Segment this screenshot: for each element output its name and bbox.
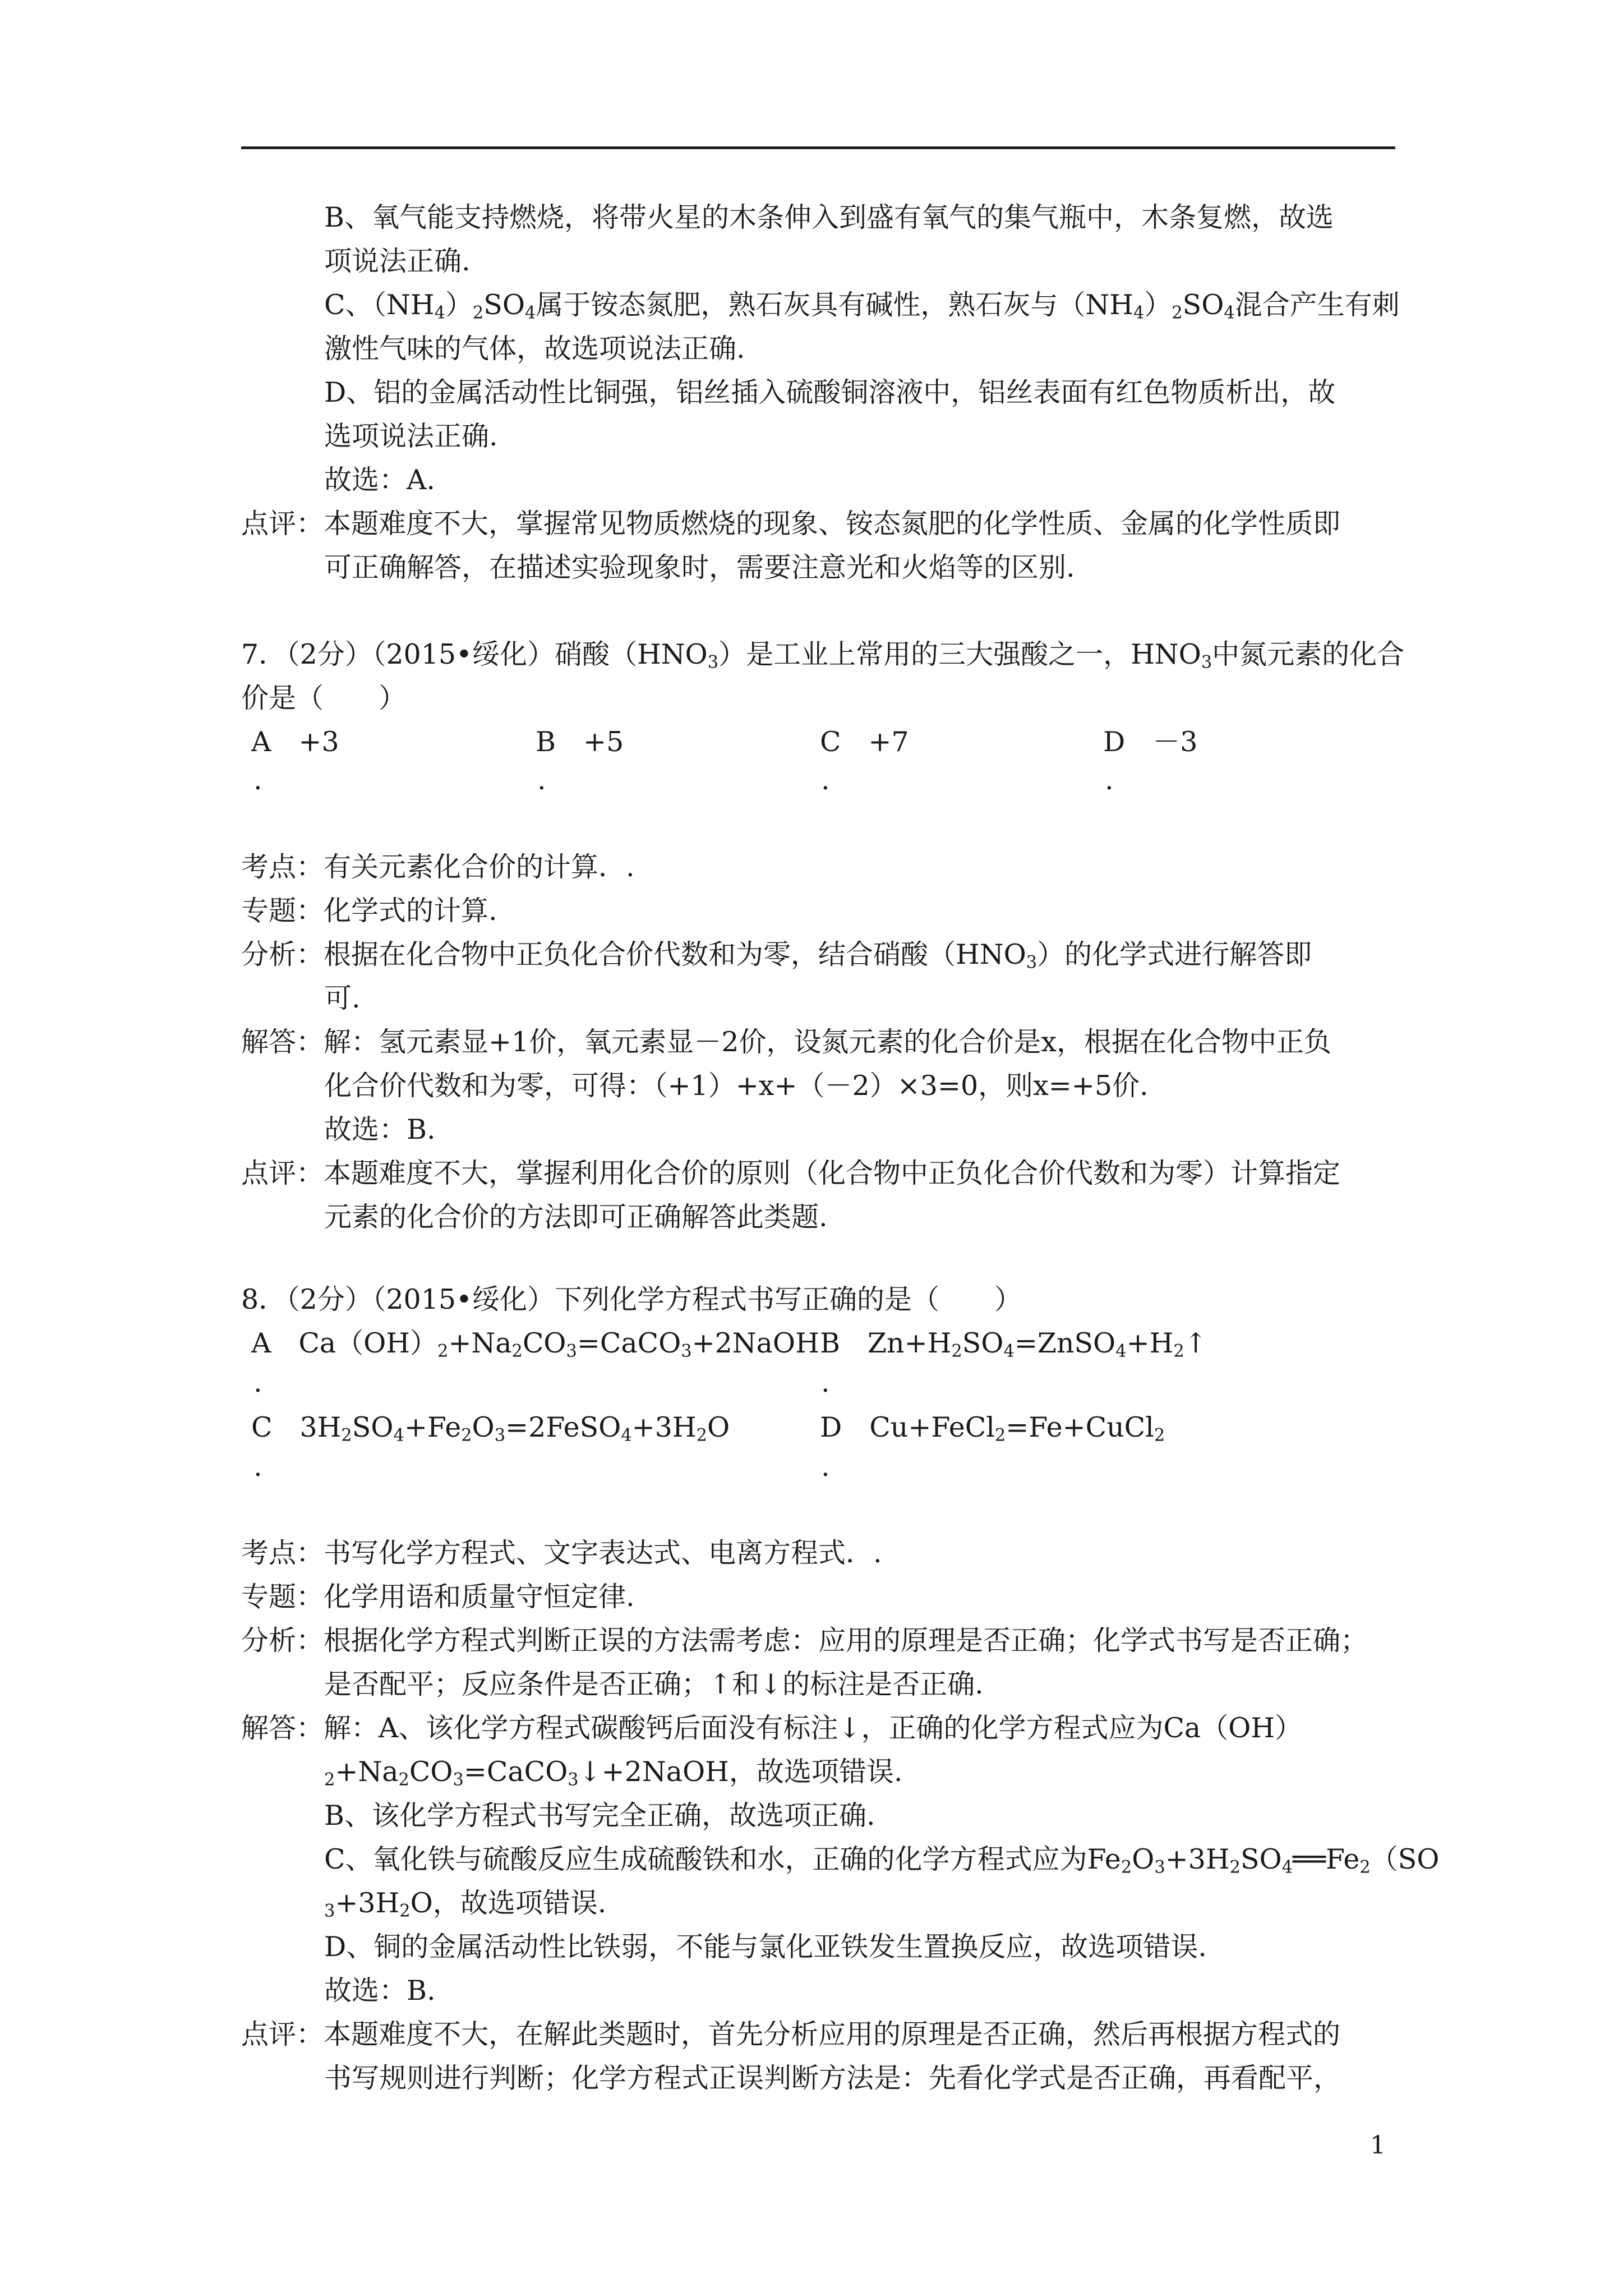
text-line: 点评：本题难度不大，掌握利用化合价的原则（化合物中正负化合价代数和为零）计算指定 [241,1157,1341,1189]
option-dot: . [821,1366,830,1398]
text-line: 解答：解：氢元素显+1价，氧元素显－2价，设氮元素的化合价是x，根据在化合物中正负 [241,1026,1332,1058]
text-line: $_2+Na_2CO_3=CaCO_3↓+2NaOH$，故选项错误. [324,1756,903,1790]
text-line: 书写规则进行判断；化学方程式正误判断方法是：先看化学式是否正确，再看配平， [324,2062,1341,2094]
text-line: 选项说法正确. [324,420,498,452]
option-c: C +7 [820,726,909,758]
option-dot: . [537,764,546,796]
text-line: 专题：化学用语和质量守恒定律. [241,1581,635,1613]
page-number: 1 [1370,2131,1386,2160]
text-line: 项说法正确. [324,245,471,277]
option-dot: . [253,764,262,796]
text-line: 激性气味的气体，故选项说法正确. [324,333,745,365]
option-dot: . [821,764,830,796]
option-dot: . [1105,764,1114,796]
text-line: B、氧气能支持燃烧，将带火星的木条伸入到盛有氧气的集气瓶中，木条复燃，故选 [324,201,1334,233]
option-dot: . [821,1451,830,1483]
text-line: 专题：化学式的计算. [241,895,497,927]
text-line: $_3+3H_2O$，故选项错误. [324,1887,607,1921]
text-line: 可. [324,982,361,1014]
text-line: C、氧化铁与硫酸反应生成硫酸铁和水，正确的化学方程式应为$Fe_2O_3+3H_2SO_4══Fe_2(SO$ [324,1843,1440,1878]
text-line: 故选：B. [324,1114,436,1145]
option-b: B +5 [536,726,624,758]
text-line: 可正确解答，在描述实验现象时，需要注意光和火焰等的区别. [324,551,1075,583]
option-dot: . [253,1366,262,1398]
text-line: 解答：解：A、该化学方程式碳酸钙后面没有标注↓，正确的化学方程式应为Ca（OH） [241,1712,1303,1744]
text-line: B、该化学方程式书写完全正确，故选项正确. [324,1800,875,1832]
option-d: D －3 [1103,726,1198,758]
option-c: C $3H_2SO_4+Fe_2O_3=2FeSO_4+3H_2O$ [251,1411,730,1446]
option-dot: . [253,1451,262,1483]
text-line: 是否配平；反应条件是否正确；↑和↓的标注是否正确. [324,1668,984,1700]
option-d: D Cu+FeCl$_2$=Fe+CuCl$_2$ [820,1411,1165,1446]
text-line: 分析：根据在化合物中正负化合价代数和为零，结合硝酸$(HNO_3)$的化学式进行解答即 [241,938,1312,973]
question-8-stem: 8．（2分）（2015•绥化）下列化学方程式书写正确的是（ ） [241,1283,1022,1315]
question-7-stem: 价是（ ） [241,682,407,714]
option-a: A +3 [251,726,339,758]
text-line: D、铝的金属活动性比铜强，铝丝插入硫酸铜溶液中，铝丝表面有红色物质析出，故 [324,376,1336,408]
text-line: 化合价代数和为零，可得：（+1）+x+（－2）×3=0，则x=+5价. [324,1070,1149,1102]
text-line: C、$(NH_4)_2SO_4$属于铵态氮肥，熟石灰具有碱性，熟石灰与$(NH_4)_2SO_4$混合产生有刺 [324,289,1400,323]
option-a: A $Ca(OH)_2+Na_2CO_3=CaCO_3+2NaOH$ [251,1327,819,1361]
option-b: B $Zn+H_2SO_4=ZnSO_4+H_2↑$ [820,1327,1207,1361]
text-line: 考点：有关元素化合价的计算．. [241,851,635,883]
text-line: 分析：根据化学方程式判断正误的方法需考虑：应用的原理是否正确；化学式书写是否正确； [241,1625,1368,1657]
text-line: 故选：A. [324,464,435,496]
text-line: 点评：本题难度不大，掌握常见物质燃烧的现象、铵态氮肥的化学性质、金属的化学性质即 [241,508,1341,540]
header-rule [241,146,1395,149]
text-line: 考点：书写化学方程式、文字表达式、电离方程式．. [241,1537,882,1569]
question-7-stem: 7．（2分）（2015•绥化）硝酸$(HNO_3)$是工业上常用的三大强酸之一，$HNO_3$中氮元素的化合 [241,638,1405,673]
text-line: 点评：本题难度不大，在解此类题时，首先分析应用的原理是否正确，然后再根据方程式的 [241,2018,1341,2050]
text-line: D、铜的金属活动性比铁弱，不能与氯化亚铁发生置换反应，故选项错误. [324,1931,1207,1963]
text-line: 元素的化合价的方法即可正确解答此类题. [324,1201,828,1233]
text-line: 故选：B. [324,1975,436,2007]
